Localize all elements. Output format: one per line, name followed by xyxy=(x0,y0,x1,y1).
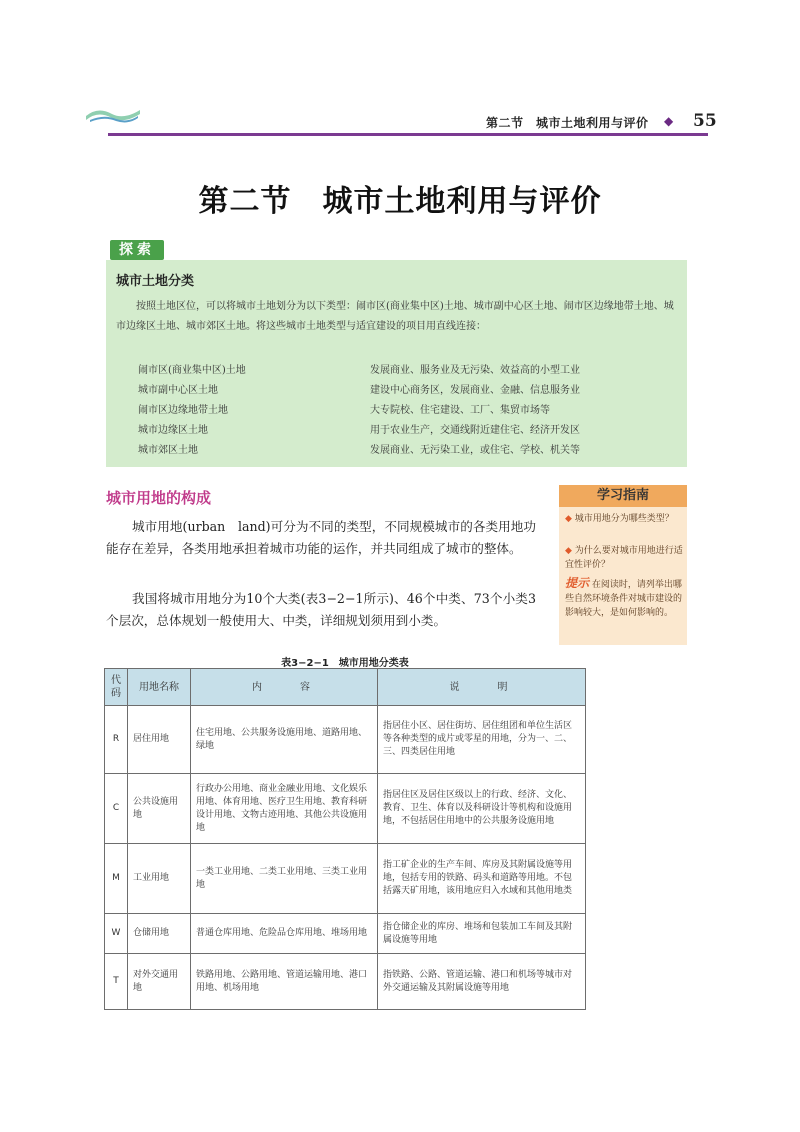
header-name: 用地名称 xyxy=(128,669,191,706)
table-caption: 表3−2−1 城市用地分类表 xyxy=(281,658,409,669)
page-title: 第二节 城市土地利用与评价 xyxy=(198,184,602,219)
table-row xyxy=(105,774,586,844)
match-right-item: 大专院校、住宅建设、工厂、集贸市场等 xyxy=(370,405,550,416)
table-header-row xyxy=(105,669,586,706)
table-row xyxy=(105,954,586,1010)
header-section-title: 第二节 城市土地利用与评价 xyxy=(486,116,649,130)
study-guide-heading: 学习指南 xyxy=(559,485,687,507)
cell-note: 指居住区及居住区级以上的行政、经济、文化、教育、卫生、体育以及科研设计等机构和设施用地，不包括居住用地中的公共服务设施用地 xyxy=(378,774,586,844)
guide-question: ◆ 为什么要对城市用地进行适宜性评价？ xyxy=(565,546,683,570)
cell-content: 铁路用地、公路用地、管道运输用地、港口用地、机场用地 xyxy=(191,954,378,1010)
match-left-item: 城市郊区土地 xyxy=(138,445,198,456)
cell-code: R xyxy=(105,706,128,774)
cell-name: 仓储用地 xyxy=(128,914,191,954)
body-paragraph: 我国将城市用地分为10个大类(表3−2−1所示)、46个中类、73个小类3个层次，总体规划一般使用大、中类，详细规划须用到小类。 xyxy=(106,591,536,628)
cell-content: 普通仓库用地、危险品仓库用地、堆场用地 xyxy=(191,914,378,954)
match-left-item: 城市边缘区土地 xyxy=(138,425,208,436)
cell-code: M xyxy=(105,844,128,914)
tip-label: 提示 xyxy=(565,576,590,590)
cell-note: 指仓储企业的库房、堆场和包装加工车间及其附属设施等用地 xyxy=(378,914,586,954)
header-logo xyxy=(84,104,142,124)
diamond-icon: ◆ xyxy=(565,546,572,556)
body-paragraph: 城市用地(urban land)可分为不同的类型，不同规模城市的各类用地功能存在差异，各类用地承担着城市功能的运作，并共同组成了城市的整体。 xyxy=(106,519,536,556)
land-use-table xyxy=(104,668,586,1010)
diamond-icon: ◆ xyxy=(565,514,572,524)
cell-name: 工业用地 xyxy=(128,844,191,914)
match-left-item: 闹市区边缘地带土地 xyxy=(138,405,228,416)
cell-content: 住宅用地、公共服务设施用地、道路用地、绿地 xyxy=(191,706,378,774)
page-number: 55 xyxy=(693,111,717,131)
match-left-item: 城市副中心区土地 xyxy=(138,385,218,396)
cell-content: 行政办公用地、商业金融业用地、文化娱乐用地、体育用地、医疗卫生用地、教育科研设计用地、文物古迹用地、其他公共设施用地 xyxy=(191,774,378,844)
explore-intro: 按照土地区位，可以将城市土地划分为以下类型：闹市区(商业集中区)土地、城市副中心区土地、闹市区边缘地带土地、城市边缘区土地、城市郊区土地。将这些城市土地类型与适宜建设的项目用直线连接： xyxy=(116,301,674,332)
match-right-item: 发展商业、无污染工业，或住宅、学校、机关等 xyxy=(370,445,580,456)
cell-name: 居住用地 xyxy=(128,706,191,774)
table-row xyxy=(105,706,586,774)
header-note: 说 明 xyxy=(378,669,586,706)
header-content: 内 容 xyxy=(191,669,378,706)
match-right-item: 用于农业生产，交通线附近建住宅、经济开发区 xyxy=(370,425,580,436)
match-right-item: 发展商业、服务业及无污染、效益高的小型工业 xyxy=(370,365,580,376)
cell-name: 对外交通用地 xyxy=(128,954,191,1010)
cell-code: W xyxy=(105,914,128,954)
table-row xyxy=(105,914,586,954)
cell-note: 指工矿企业的生产车间、库房及其附属设施等用地，包括专用的铁路、码头和道路等用地。不包括露天矿用地，该用地应归入水域和其他用地类 xyxy=(378,844,586,914)
cell-code: C xyxy=(105,774,128,844)
cell-code: T xyxy=(105,954,128,1010)
guide-question: ◆ 城市用地分为哪些类型？ xyxy=(565,514,674,524)
cell-note: 指铁路、公路、管道运输、港口和机场等城市对外交通运输及其附属设施等用地 xyxy=(378,954,586,1010)
table-row xyxy=(105,844,586,914)
guide-tip xyxy=(565,576,683,620)
tip-text: 在阅读时，请列举出哪些自然环境条件对城市建设的影响较大，是如何影响的。 xyxy=(565,580,683,618)
header-code: 代码 xyxy=(105,669,128,706)
header-rule xyxy=(108,133,708,136)
match-right-item: 建设中心商务区，发展商业、金融、信息服务业 xyxy=(370,385,580,396)
match-left-item: 闹市区(商业集中区)土地 xyxy=(138,365,246,376)
cell-note: 指居住小区、居住街坊、居住组团和单位生活区等各种类型的成片或零星的用地，分为一、二、三、四类居住用地 xyxy=(378,706,586,774)
section-heading: 城市用地的构成 xyxy=(106,489,212,507)
cell-name: 公共设施用地 xyxy=(128,774,191,844)
cell-content: 一类工业用地、二类工业用地、三类工业用地 xyxy=(191,844,378,914)
explore-heading: 城市土地分类 xyxy=(116,274,195,289)
diamond-icon: ◆ xyxy=(664,114,674,128)
explore-tag: 探索 xyxy=(110,240,164,260)
